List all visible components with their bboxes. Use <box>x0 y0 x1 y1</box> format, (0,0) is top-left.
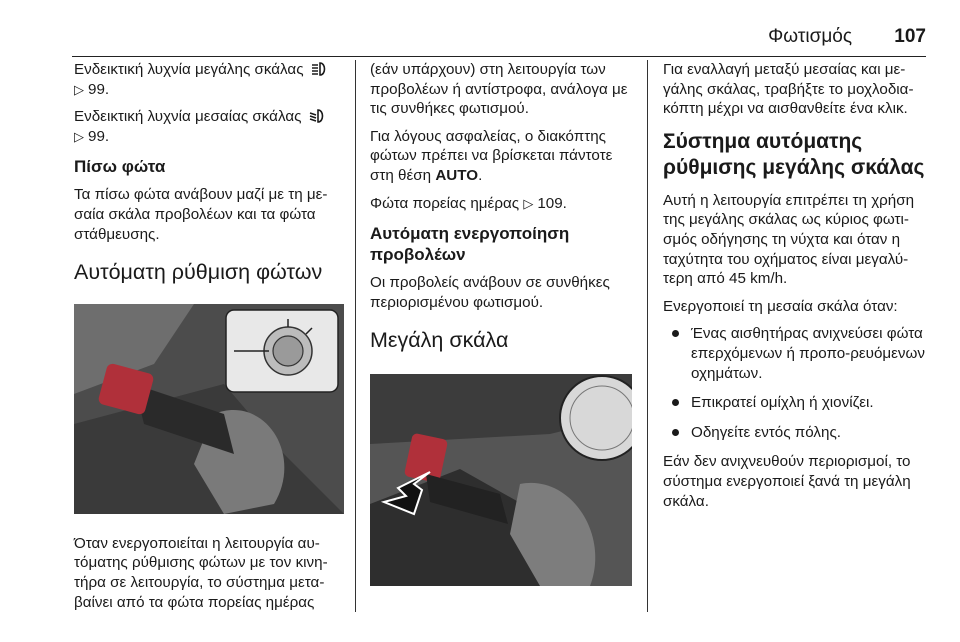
auto-activation-text: Οι προβολείς ανάβουν σε συνθήκες περιορισμένου φωτισμού. <box>370 274 610 311</box>
auto-activation-heading: Αυτόματη ενεργοποίηση προβολέων <box>370 224 570 265</box>
list-item: Ένας αισθητήρας ανιχνεύσει φώτα επερχόμενων ή προπο-ρευόμενων οχημάτων. <box>663 324 927 383</box>
auto-light-heading: Αυτόματη ρύθμιση φώτων <box>74 260 323 285</box>
column-2 <box>370 60 632 594</box>
drl-reference: Φώτα πορείας ημέρας ▷ 109. <box>370 194 567 212</box>
list-item: Οδηγείτε εντός πόλης. <box>663 423 927 443</box>
conditions-intro: Ενεργοποιεί τη μεσαία σκάλα όταν: <box>663 297 898 315</box>
drl-switch-text: (εάν υπάρχουν) στη λειτουργία των προβολέων ή αντίστροφα, ανάλογα με τις συνθήκες φωτισμού. <box>370 61 628 118</box>
light-switch-figure <box>74 304 344 514</box>
section-title: Φωτισμός <box>768 26 852 47</box>
page-ref-link[interactable]: 99. <box>88 80 110 98</box>
page-ref-link[interactable]: 109. <box>537 194 567 212</box>
high-beam-lever-figure <box>370 374 632 586</box>
header-divider <box>72 56 926 57</box>
rear-lights-text: Τα πίσω φώτα ανάβουν μαζί με τη με-σαία σκάλα προβολέων και τα φώτα στάθμευσης. <box>74 186 328 243</box>
page-header <box>72 26 926 52</box>
auto-high-beam-text: Αυτή η λειτουργία επιτρέπει τη χρήση της μεγάλης σκάλας ως κύριος φωτι-σμός οδήγησης τη νύχτα και όταν η ταχύτητα του οχήματος είναι μεγαλύ-τερη από 45 km/h. <box>663 191 915 288</box>
auto-high-beam-heading: Σύστημα αυτόματης ρύθμισης μεγάλης σκάλας <box>663 129 925 179</box>
conditions-list <box>663 324 927 442</box>
high-beam-heading: Μεγάλη σκάλα <box>370 328 509 353</box>
triangle-right-icon: ▷ <box>523 195 534 211</box>
beam-switch-text: Για εναλλαγή μεταξύ μεσαίας και με-γάλης σκάλας, τραβήξτε το μοχλοδια-κόπτη μέχρι να αισθανθείτε ένα κλικ. <box>663 61 914 118</box>
indicator-high-paragraph: Ενδεικτική λυχνία μεγάλης σκάλας ▷ 99. <box>74 60 344 99</box>
column-divider <box>355 60 356 612</box>
reactivation-text: Εάν δεν ανιχνευθούν περιορισμοί, το σύστημα ενεργοποιεί ξανά τη μεγάλη σκάλα. <box>663 453 911 510</box>
indicator-medium-paragraph: Ενδεικτική λυχνία μεσαίας σκάλας ▷ 99. <box>74 107 344 146</box>
triangle-right-icon: ▷ <box>74 128 84 144</box>
high-beam-indicator-icon <box>311 62 329 76</box>
column-1 <box>74 60 344 620</box>
auto-light-text: Όταν ενεργοποιείται η λειτουργία αυ-τόματης ρύθμισης φώτων με τον κινη-τήρα σε λειτουργία, το σύστημα μετα-βαίνει από τα φώτα πορείας ημέρας <box>74 534 328 611</box>
auto-position-label: AUTO <box>435 166 479 184</box>
page-number: 107 <box>894 26 926 47</box>
low-beam-indicator-icon <box>309 109 327 123</box>
triangle-right-icon: ▷ <box>74 81 84 97</box>
column-divider <box>647 60 648 612</box>
safety-paragraph: Για λόγους ασφαλείας, ο διακόπτης φώτων πρέπει να βρίσκεται πάντοτε στη θέση AUTO. <box>370 127 613 184</box>
page-ref-link[interactable]: 99. <box>88 127 110 145</box>
list-item: Επικρατεί ομίχλη ή χιονίζει. <box>663 393 927 413</box>
column-3 <box>663 60 927 519</box>
rear-lights-heading: Πίσω φώτα <box>74 157 166 177</box>
